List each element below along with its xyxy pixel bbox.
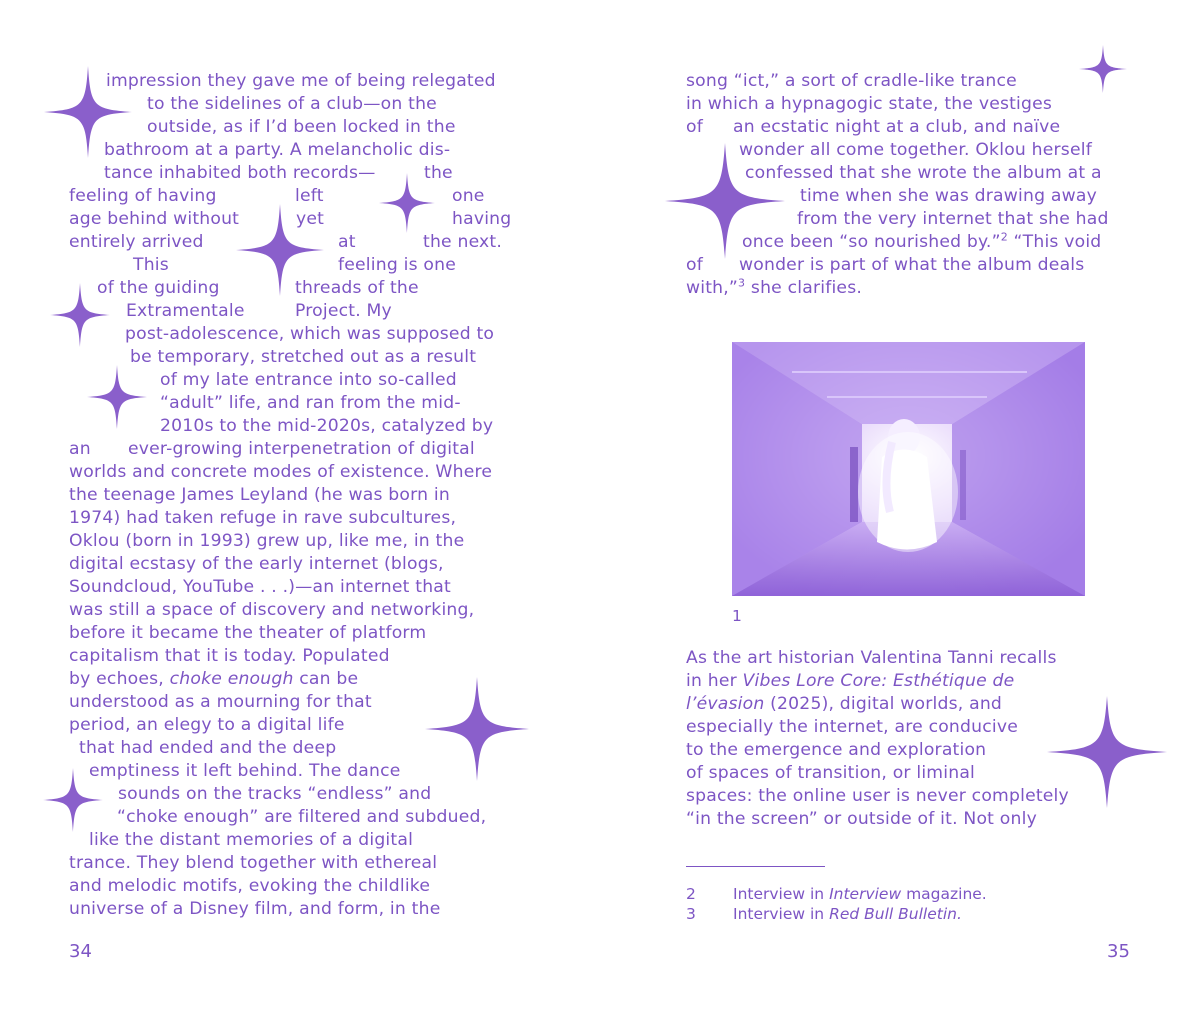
text-line: like the distant memories of a digital [89,830,414,850]
text-line: Project. My [295,301,392,321]
text-line: in which a hypnagogic state, the vestiges [686,94,1053,114]
text-line: to the emergence and exploration [686,740,987,760]
text-line: having [452,209,512,229]
text-line: As the art historian Valentina Tanni recalls [686,648,1057,668]
text-line: sounds on the tracks “endless” and [118,784,432,804]
footnote [733,904,962,924]
text-line: post-adolescence, which was supposed to [125,324,495,344]
text-line: This [133,255,169,275]
text-line: that had ended and the deep [79,738,337,758]
text-line: 2010s to the mid-2020s, catalyzed by [160,416,494,436]
figure-caption-number: 1 [732,607,742,625]
text-line [686,277,862,300]
text-line: before it became the theater of platform [69,623,427,643]
text-line: of [686,117,703,137]
text-segment: she clarifies. [745,278,863,298]
text-line: feeling is one [338,255,456,275]
text-line: threads of the [295,278,419,298]
footnote-italic: Red Bull Bulletin. [829,905,962,923]
page-number-right: 35 [1107,941,1130,962]
text-line: to the sidelines of a club—on the [147,94,437,114]
text-line: be temporary, stretched out as a result [130,347,477,367]
text-line: song “ict,” a sort of cradle-like trance [686,71,1017,91]
text-line: of spaces of transition, or liminal [686,763,976,783]
footnote-text: magazine. [901,885,987,903]
book-title-italic: Vibes Lore Core: Esthétique de [742,671,1015,691]
text-line: Oklou (born in 1993) grew up, like me, in the [69,531,465,551]
text-line: Soundcloud, YouTube . . .)—an internet that [69,577,451,597]
text-line: yet [296,209,325,229]
text-line: spaces: the online user is never completely [686,786,1069,806]
footnote-italic: Interview [829,885,902,903]
footnote-number: 3 [686,905,696,923]
text-line: especially the internet, are conducive [686,717,1018,737]
text-line [742,231,1101,254]
text-line: emptiness it left behind. The dance [89,761,401,781]
text-line: trance. They blend together with ethereal [69,853,438,873]
text-line [686,670,1014,693]
text-line: bathroom at a party. A melancholic dis- [104,140,451,160]
text-line: tance inhabited both records— [104,163,376,183]
text-line: left [295,186,324,206]
text-segment: once been “so nourished by.” [742,232,1001,252]
text-line: digital ecstasy of the early internet (blogs, [69,554,444,574]
text-segment: in her [686,671,743,691]
text-line: the next. [423,232,503,252]
text-line: outside, as if I’d been locked in the [147,117,456,137]
text-line: understood as a mourning for that [69,692,372,712]
text-line: universe of a Disney film, and form, in the [69,899,441,919]
text-segment: “This void [1007,232,1102,252]
footnote-text: Interview in [733,905,830,923]
corridor-photo [732,342,1085,596]
text-line: time when she was drawing away [800,186,1097,206]
sparkle-star-icon [425,677,529,781]
text-line: period, an elegy to a digital life [69,715,345,735]
text-line: and melodic motifs, evoking the childlike [69,876,431,896]
text-line: was still a space of discovery and networking, [69,600,475,620]
text-line: entirely arrived [69,232,204,252]
text-line: the teenage James Leyland (he was born in [69,485,450,505]
text-line [69,668,358,691]
text-segment: by echoes, [69,669,170,689]
text-line: feeling of having [69,186,217,206]
text-line: an [69,439,91,459]
text-segment: (2025), digital worlds, and [764,694,1003,714]
text-line: of [686,255,703,275]
footnote-number: 2 [686,885,696,903]
footnote [733,884,987,904]
book-title-italic: l’évasion [686,694,765,714]
text-line: of my late entrance into so-called [160,370,457,390]
text-line: at [338,232,356,252]
text-line: the [424,163,453,183]
text-line: worlds and concrete modes of existence. Where [69,462,493,482]
text-segment: can be [293,669,359,689]
text-line: from the very internet that she had [797,209,1109,229]
text-line: “choke enough” are filtered and subdued, [117,807,487,827]
text-segment: with,” [686,278,739,298]
text-line: confessed that she wrote the album at a [745,163,1102,183]
sparkle-star-icon [87,365,147,429]
footnote-ref: 3 [738,276,746,290]
sparkle-star-icon [1079,45,1127,93]
footnote-divider [686,866,825,867]
text-line: one [452,186,485,206]
text-line: 1974) had taken refuge in rave subcultures, [69,508,457,528]
page-number-left: 34 [69,941,92,962]
footnote-ref: 2 [1000,230,1008,244]
text-line: capitalism that it is today. Populated [69,646,390,666]
album-title-italic: choke enough [169,669,294,689]
footnote-text: Interview in [733,885,830,903]
text-line: “in the screen” or outside of it. Not only [686,809,1037,829]
text-line: ever-growing interpenetration of digital [128,439,475,459]
text-line: “adult” life, and ran from the mid- [160,393,461,413]
text-line: an ecstatic night at a club, and naïve [733,117,1061,137]
text-line: Extramentale [126,301,245,321]
text-line: impression they gave me of being relegated [106,71,496,91]
text-line: wonder is part of what the album deals [739,255,1085,275]
text-line: age behind without [69,209,240,229]
text-line: wonder all come together. Oklou herself [739,140,1092,160]
text-line [686,693,1002,716]
text-line: of the guiding [97,278,220,298]
